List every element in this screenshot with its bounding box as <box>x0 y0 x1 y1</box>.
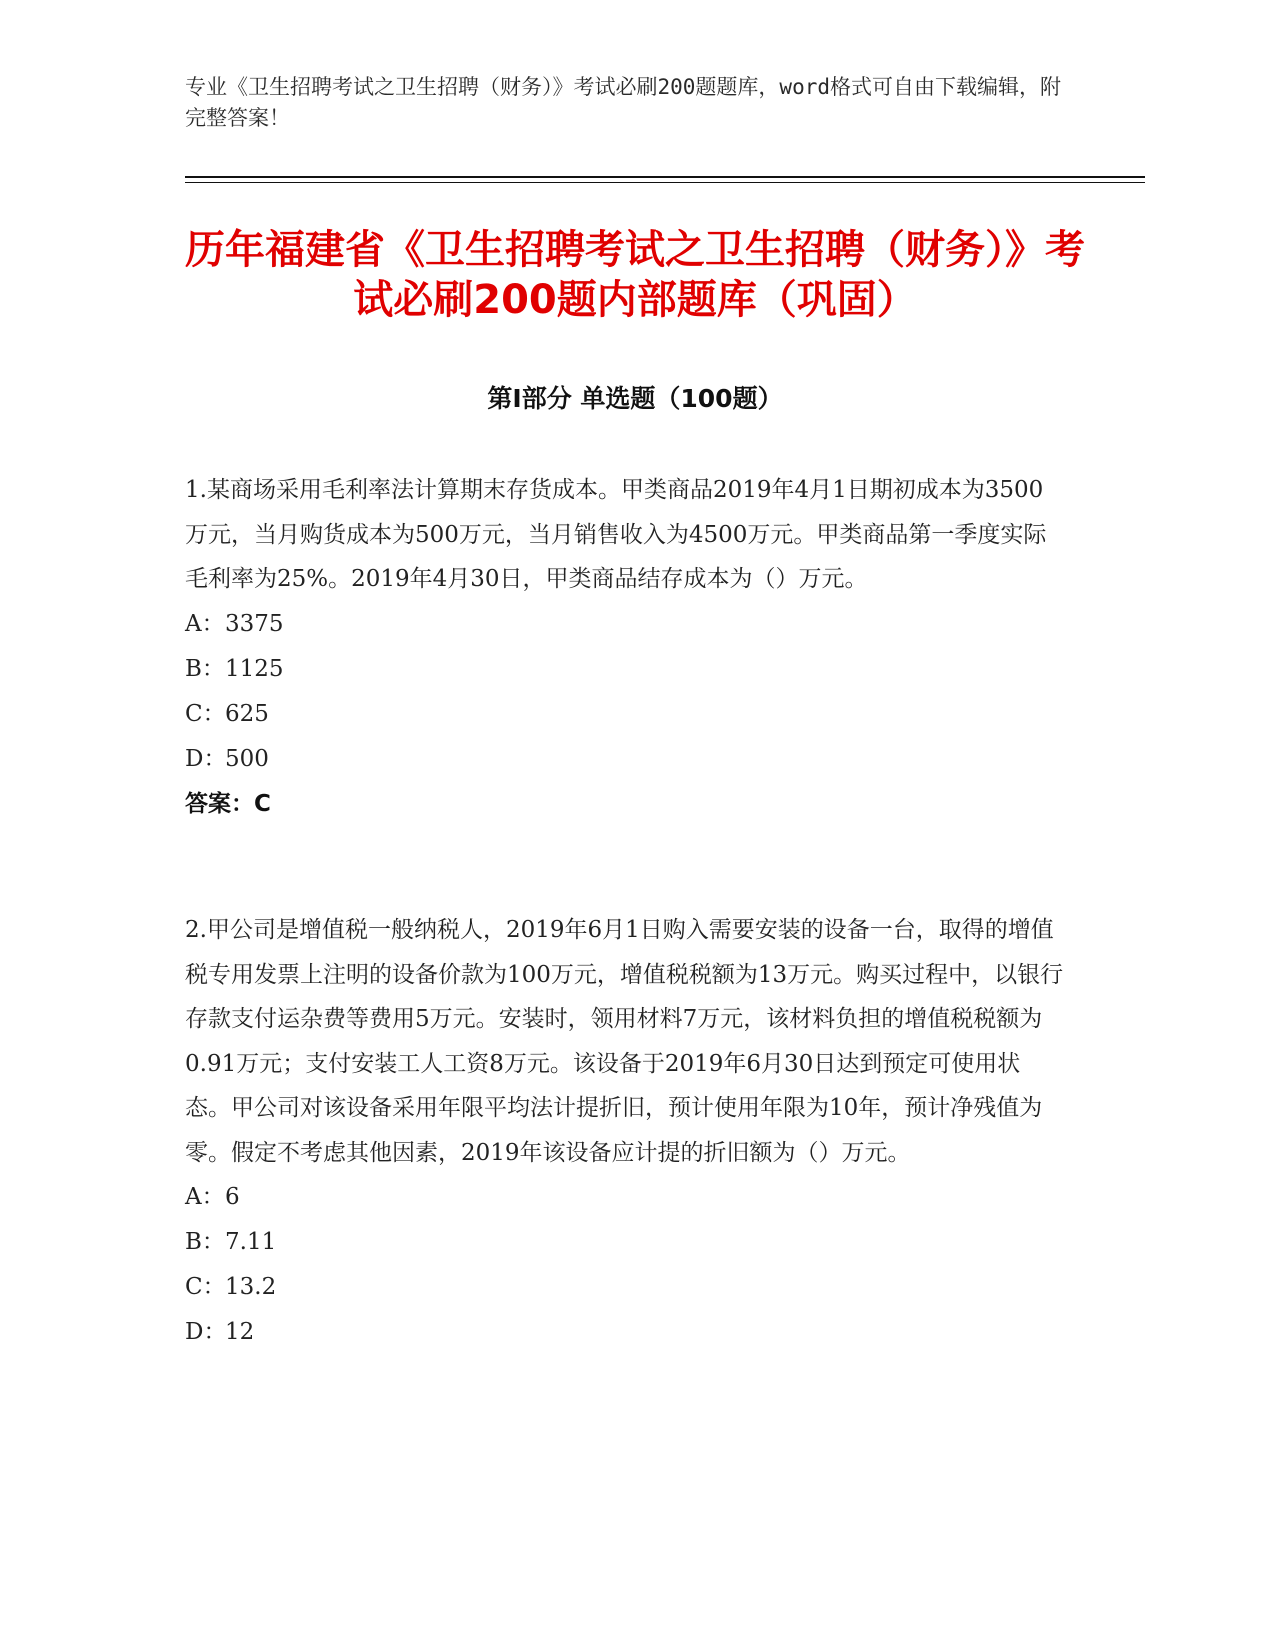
option-a <box>185 602 1065 647</box>
option-key: B： <box>185 655 225 682</box>
option-key: C： <box>185 1274 226 1300</box>
option-c <box>185 1265 1065 1310</box>
option-value: 6 <box>225 1184 240 1210</box>
option-value: 3375 <box>225 610 284 637</box>
option-value: 1125 <box>225 655 284 682</box>
header-note: 专业《卫生招聘考试之卫生招聘（财务）》考试必刷200题题库，word格式可自由下载编辑，附完整答案！ <box>185 75 1061 130</box>
option-value: 500 <box>225 745 269 772</box>
header-divider-thick <box>185 176 1145 178</box>
option-list <box>185 602 1065 782</box>
answer-line: 答案：C <box>185 790 271 817</box>
question-text: 2.甲公司是增值税一般纳税人，2019年6月1日购入需要安装的设备一台，取得的增值税专用发票上注明的设备价款为100万元，增值税税额为13万元。购买过程中，以银行存款支付运杂费等费用5万元。安装时，领用材料7万元，该材料负担的增值税税额为0.91万元；支付安装工人工资8万元。该设备于2019年6月30日达到预定可使用状态。甲公司对该设备采用年限平均法计提折旧，预计使用年限为10年，预计净残值为零。假定不考虑其他因素，2019年该设备应计提的折旧额为（）万元。 <box>185 917 1064 1166</box>
option-value: 13.2 <box>225 1274 277 1300</box>
option-d <box>185 1310 1065 1355</box>
option-b <box>185 1220 1065 1265</box>
option-b <box>185 647 1065 692</box>
question-item <box>185 468 1065 827</box>
option-value: 625 <box>225 700 269 727</box>
question-text: 1.某商场采用毛利率法计算期末存货成本。甲类商品2019年4月1日期初成本为3500万元，当月购货成本为500万元，当月销售收入为4500万元。甲类商品第一季度实际毛利率为25%。2019年4月30日，甲类商品结存成本为（）万元。 <box>185 477 1047 592</box>
section-heading: 第Ⅰ部分 单选题（100题） <box>487 384 783 413</box>
option-key: C： <box>185 700 226 727</box>
option-key: A： <box>185 610 225 637</box>
option-list <box>185 1175 1065 1355</box>
option-a <box>185 1175 1065 1220</box>
option-key: A： <box>185 1184 225 1210</box>
option-c <box>185 692 1065 737</box>
header-divider-thin <box>185 182 1145 183</box>
option-key: D： <box>185 745 227 772</box>
option-value: 7.11 <box>225 1229 277 1255</box>
option-d <box>185 737 1065 782</box>
option-key: D： <box>185 1319 227 1345</box>
option-key: B： <box>185 1229 225 1255</box>
option-value: 12 <box>225 1319 255 1345</box>
question-item <box>185 908 1065 1355</box>
document-title: 历年福建省《卫生招聘考试之卫生招聘（财务）》考试必刷200题内部题库（巩固） <box>185 227 1085 323</box>
